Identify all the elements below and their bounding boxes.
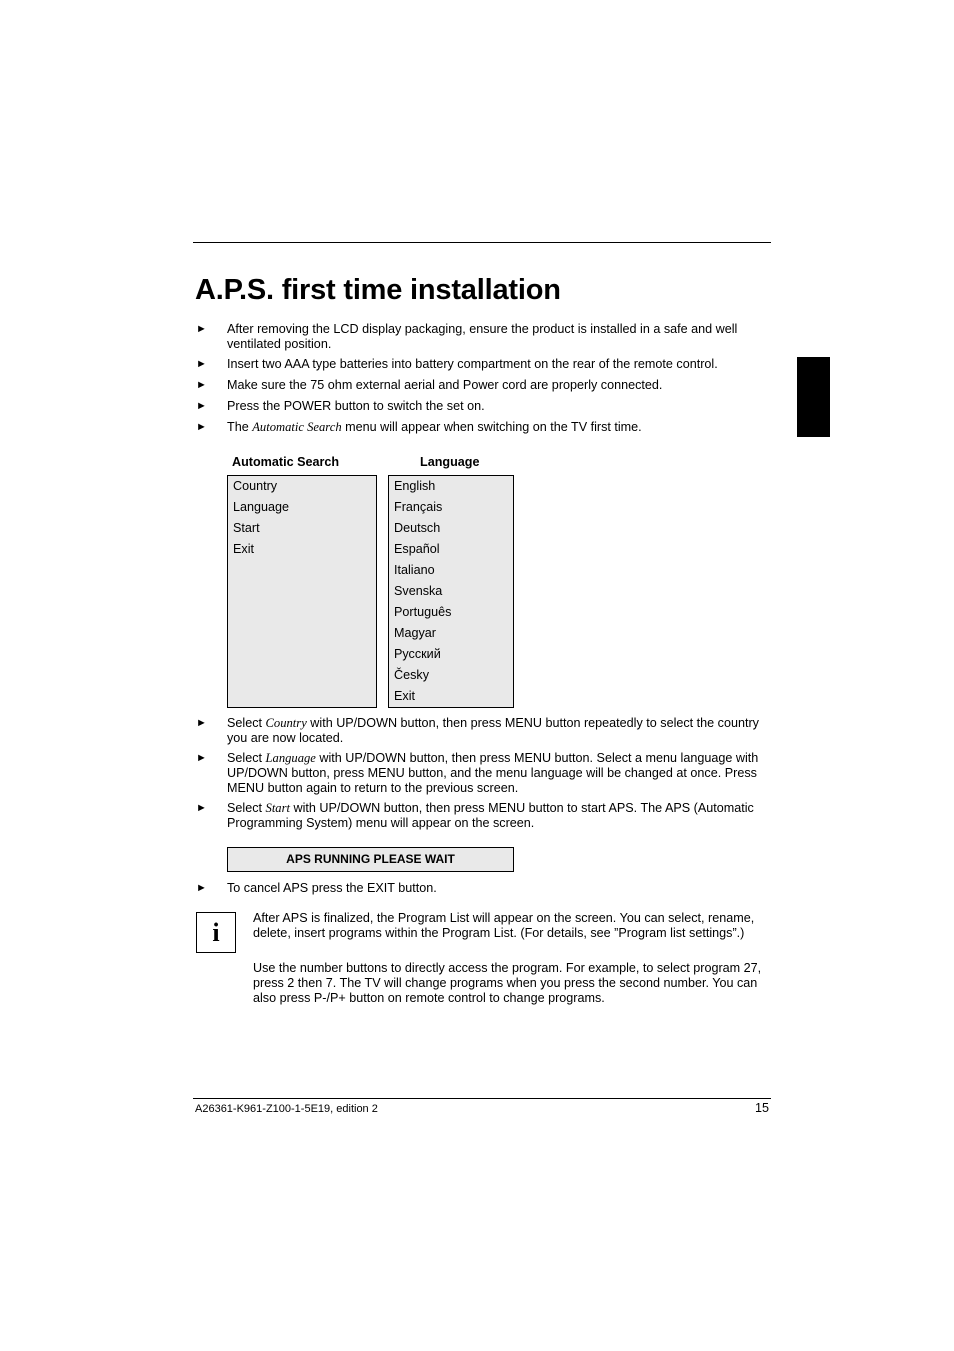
bullet-arrow-icon: ► [196,400,207,412]
info-note-number-buttons: Use the number buttons to directly access the program. For example, to select program 27, press 2 then 7. The TV will change programs when you press the second number. You can also press P-/P+ button on remote control to change programs. [253,961,762,1005]
menu-name-emphasis: Start [265,801,291,815]
bullet-arrow-icon: ► [196,358,207,370]
bullet-text-pre: Select [227,716,266,730]
bullet-arrow-icon: ► [196,717,207,729]
bullet-text-post: menu will appear when switching on the TV first time. [341,420,642,434]
menu-item-exit[interactable]: Exit [233,542,254,556]
aps-status-box: APS RUNNING PLEASE WAIT [227,847,514,872]
automatic-search-menu [227,475,377,708]
cancel-bullet-text: To cancel APS press the EXIT button. [227,881,437,895]
bullet-text: Press the POWER button to switch the set on. [227,399,485,413]
bullet-text-pre: Select [227,801,266,815]
bullet-text-post: with UP/DOWN button, then press MENU button to start APS. The APS (Automatic Programming System) menu will appear on the screen. [227,801,754,830]
section-tab-marker [797,357,830,437]
language-menu-heading: Language [420,455,480,469]
bullet-arrow-icon: ► [196,802,207,814]
language-option-deutsch[interactable]: Deutsch [394,521,441,535]
language-option-portugues[interactable]: Português [394,605,452,619]
bullet-text-post: with UP/DOWN button, then press MENU button repeatedly to select the country you are now located. [227,716,759,745]
language-menu [388,475,514,708]
bullet-text [227,716,767,746]
footer-document-id: A26361-K961-Z100-1-5E19, edition 2 [195,1103,378,1115]
language-option-magyar[interactable]: Magyar [394,626,436,640]
automatic-search-heading: Automatic Search [232,455,340,469]
menu-name-emphasis: Country [265,716,307,730]
menu-item-language[interactable]: Language [233,500,290,514]
language-option-italiano[interactable]: Italiano [394,563,435,577]
bullet-text: After removing the LCD display packaging, ensure the product is installed in a safe and well ventilated position. [227,322,738,351]
bullet-arrow-icon: ► [196,752,207,764]
bullet-arrow-icon: ► [196,421,207,433]
header-rule [193,242,771,243]
bullet-text [227,420,767,435]
language-option-czech[interactable]: Česky [394,668,429,682]
info-icon: i [196,912,236,953]
bullet-arrow-icon: ► [196,323,207,335]
footer-page-number: 15 [754,1101,769,1115]
menu-name-emphasis: Automatic Search [252,420,342,434]
bullet-text [227,801,767,831]
bullet-text-pre: Select [227,751,266,765]
language-option-francais[interactable]: Français [394,500,443,514]
page-title: A.P.S. first time installation [195,274,561,306]
bullet-text-post: with UP/DOWN button, then press MENU button. Select a menu language with UP/DOWN button, press MENU button, and the menu language will be changed at once. Press MENU button again to return to the previous screen. [227,751,759,795]
menu-item-start[interactable]: Start [233,521,260,535]
language-option-svenska[interactable]: Svenska [394,584,443,598]
footer-rule [193,1098,771,1099]
bullet-text: Make sure the 75 ohm external aerial and Power cord are properly connected. [227,378,663,392]
bullet-arrow-icon: ► [196,882,207,894]
menu-item-country[interactable]: Country [233,479,278,493]
language-option-espanol[interactable]: Español [394,542,440,556]
language-option-english[interactable]: English [394,479,436,493]
info-note-program-list: After APS is finalized, the Program List will appear on the screen. You can select, rename, delete, insert programs within the Program List. (For details, see ”Program list settings”.) [253,911,755,940]
bullet-arrow-icon: ► [196,379,207,391]
bullet-text [227,751,767,795]
language-option-russian[interactable]: Русский [394,647,441,661]
menu-name-emphasis: Language [265,751,316,765]
bullet-text-pre: The [227,420,253,434]
language-option-exit[interactable]: Exit [394,689,415,703]
bullet-text: Insert two AAA type batteries into battery compartment on the rear of the remote control. [227,357,718,371]
